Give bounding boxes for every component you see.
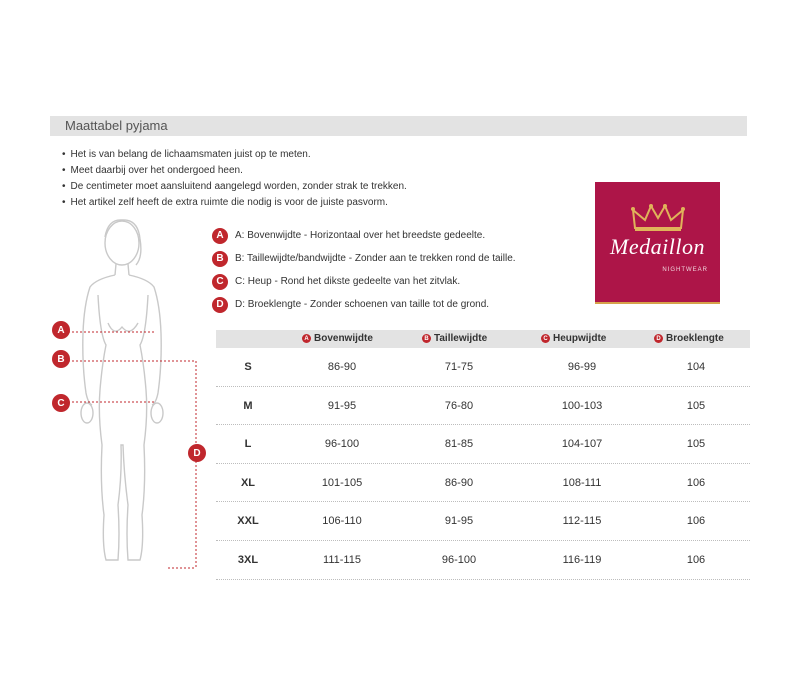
table-cell: 76-80 (444, 399, 474, 412)
measurement-legend (212, 224, 516, 316)
marker-a: A (52, 321, 70, 339)
legend-text: B: Taillewijdte/bandwijdte - Zonder aan te trekken rond de taille. (235, 253, 516, 264)
crown-icon (631, 204, 685, 232)
table-cell: 105 (686, 438, 706, 451)
table-header (216, 330, 750, 348)
badge-c: C (212, 274, 228, 290)
body-figure (50, 215, 210, 580)
size-label: 3XL (237, 553, 259, 566)
column-label: Heupwijdte (553, 333, 607, 344)
table-cell: 71-75 (444, 361, 474, 373)
badge-b: B (422, 334, 431, 343)
column-header-bovenwijdte (302, 333, 373, 344)
column-label: Bovenwijdte (314, 333, 373, 344)
table-cell: 91-95 (444, 515, 474, 528)
instruction-item: • De centimeter moet aansluitend aangelegd worden, zonder strak te trekken. (62, 179, 407, 195)
instruction-item: • Het artikel zelf heeft de extra ruimte die nodig is voor de juiste pasvorm. (62, 195, 407, 211)
table-cell: 106 (686, 476, 706, 489)
table-cell: 108-111 (562, 476, 602, 489)
table-cell: 111-115 (323, 553, 361, 566)
legend-text: C: Heup - Rond het dikste gedeelte van het zitvlak. (235, 276, 461, 287)
table-cell: 101-105 (321, 476, 363, 489)
size-label: M (243, 399, 253, 412)
table-row (216, 541, 750, 580)
table-row (216, 387, 750, 426)
badge-a: A (302, 334, 311, 343)
table-cell: 96-99 (567, 361, 597, 373)
table-cell: 81-85 (444, 438, 474, 451)
table-cell: 86-90 (444, 476, 474, 489)
column-label: Taillewijdte (434, 333, 488, 344)
legend-text: A: Bovenwijdte - Horizontaal over het breedste gedeelte. (235, 230, 486, 241)
table-cell: 106-110 (322, 515, 362, 528)
table-cell: 100-103 (561, 399, 603, 412)
table-cell: 106 (686, 515, 706, 528)
column-header-broeklengte (654, 333, 724, 344)
badge-a: A (212, 228, 228, 244)
table-cell: 86-90 (327, 361, 357, 373)
table-cell: 116-119 (562, 553, 602, 566)
page-title: Maattabel pyjama (65, 118, 168, 133)
table-cell: 106 (686, 553, 706, 566)
table-cell: 104-107 (561, 438, 603, 451)
column-label: Broeklengte (666, 333, 724, 344)
legend-item (212, 270, 516, 293)
table-cell: 105 (686, 399, 706, 412)
legend-item (212, 247, 516, 270)
size-label: XXL (237, 515, 259, 528)
instruction-list (62, 147, 407, 211)
legend-item (212, 224, 516, 247)
brand-logo (595, 182, 720, 304)
brand-name: Medaillon (610, 234, 705, 259)
marker-d: D (188, 444, 206, 462)
table-cell: 96-100 (441, 553, 477, 566)
table-cell: 112-115 (562, 515, 602, 528)
column-header-taillewijdte (422, 333, 487, 344)
size-label: S (244, 361, 252, 373)
table-row (216, 348, 750, 387)
table-row (216, 502, 750, 541)
size-table (216, 330, 750, 580)
legend-item (212, 293, 516, 316)
table-cell: 91-95 (327, 399, 357, 412)
instruction-item: • Meet daarbij over het ondergoed heen. (62, 163, 407, 179)
badge-d: D (654, 334, 663, 343)
badge-d: D (212, 297, 228, 313)
size-label: XL (240, 476, 256, 489)
table-row (216, 464, 750, 503)
badge-c: C (541, 334, 550, 343)
body-silhouette-icon (50, 215, 210, 575)
badge-b: B (212, 251, 228, 267)
table-row (216, 425, 750, 464)
title-bar (50, 116, 747, 136)
column-header-heupwijdte (541, 333, 606, 344)
brand-subtitle: NIGHTWEAR (662, 267, 708, 273)
table-cell: 104 (686, 361, 706, 373)
instruction-item: • Het is van belang de lichaamsmaten juist op te meten. (62, 147, 407, 163)
marker-c: C (52, 394, 70, 412)
marker-b: B (52, 350, 70, 368)
table-cell: 96-100 (324, 438, 360, 451)
size-label: L (244, 438, 252, 451)
legend-text: D: Broeklengte - Zonder schoenen van taille tot de grond. (235, 299, 490, 310)
